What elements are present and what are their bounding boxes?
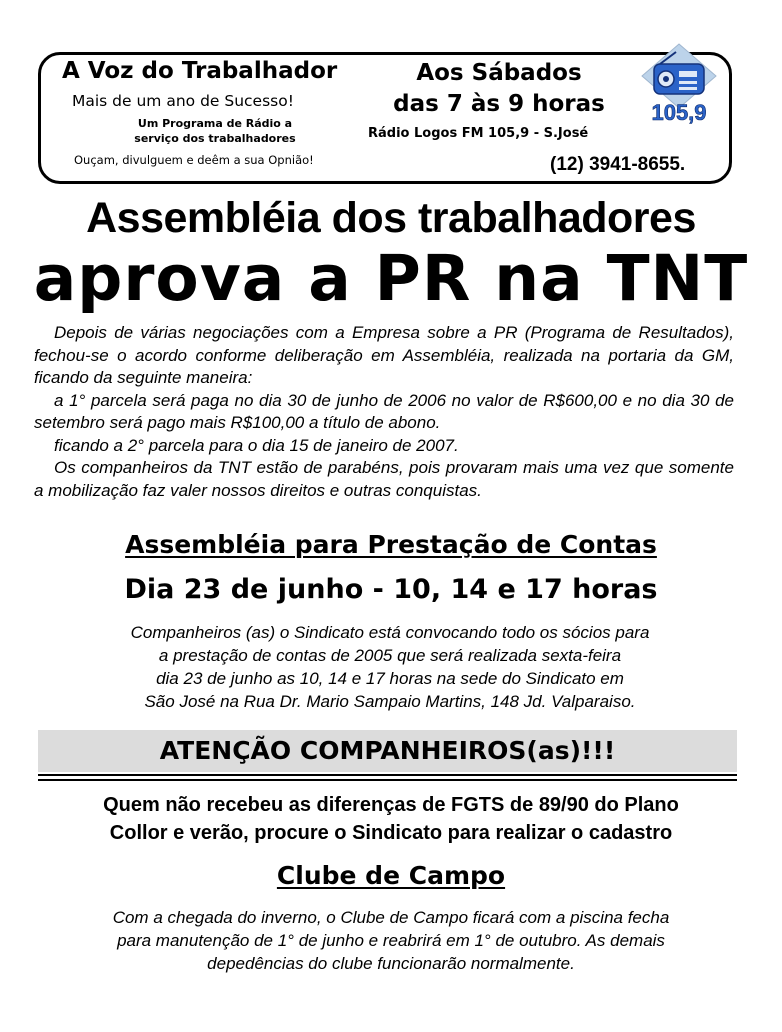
radio-logo [636,40,722,126]
clube-body-line: para manutenção de 1° de junho e reabrirá em 1° de outubro. As demais [117,931,665,950]
pr-article-paragraph: Depois de várias negociações com a Empresa sobre a PR (Programa de Resultados), fechou-se o acordo conforme deliberação em Assembléia, realizada na portaria da GM, ficando da seguinte maneira: [34,323,734,387]
radio-program-hours: das 7 às 9 horas [393,91,605,117]
clube-body [30,906,752,975]
clube-section [0,861,782,890]
clube-body-line: Com a chegada do inverno, o Clube de Campo ficará com a piscina fecha [112,908,670,927]
radio-program-description-line2: serviço dos trabalhadores [134,132,296,145]
radio-program-days: Aos Sábados [416,60,582,86]
contas-body-line: São José na Rua Dr. Mario Sampaio Martins, 148 Jd. Valparaiso. [144,692,636,711]
radio-program-schedule [386,58,612,120]
contas-body [40,621,740,713]
clube-body-line: depedências do clube funcionarão normalmente. [207,954,575,973]
headline-line1: Assembléia dos trabalhadores [86,194,696,242]
fgts-notice-line1: Quem não recebeu as diferenças de FGTS de 89/90 do Plano [103,794,679,816]
radio-phone-number: (12) 3941-8655. [546,154,689,176]
fgts-notice-line2: Collor e verão, procure o Sindicato para realizar o cadastro [109,822,673,844]
pr-article-paragraph: Os companheiros da TNT estão de parabéns, pois provaram mais uma vez que somente a mobilização faz valer nossos direitos e outras conquistas. [34,458,734,500]
attention-banner-divider [38,779,737,781]
radio-program-description [100,116,330,146]
attention-banner-text: ATENÇÃO COMPANHEIROS(as)!!! [159,736,616,765]
clube-title: Clube de Campo [276,861,506,890]
radio-icon [642,44,716,108]
contas-body-line: a prestação de contas de 2005 que será realizada sexta-feira [158,646,622,665]
fgts-notice [20,791,762,847]
radio-station-name: Rádio Logos FM 105,9 - S.José [368,126,589,141]
contas-section [0,530,782,559]
pr-article-paragraph: a 1° parcela será paga no dia 30 de junho de 2006 no valor de R$600,00 e no dia 30 de setembro será pago mais R$100,00 a título de abono. [34,390,734,432]
contas-date: Dia 23 de junho - 10, 14 e 17 horas [124,574,658,605]
radio-program-slogan: Mais de um ano de Sucesso! [72,92,294,110]
contas-body-line: Companheiros (as) o Sindicato está convocando todo os sócios para [130,623,650,642]
radio-program-title: A Voz do Trabalhador [62,58,338,84]
pr-article-paragraph: ficando a 2° parcela para o dia 15 de janeiro de 2007. [54,435,459,455]
headline-line2: aprova a PR na TNT [33,242,749,315]
pr-article [34,322,734,502]
attention-banner-divider [38,774,737,776]
radio-program-share-text: Ouçam, divulguem e deêm a sua Opnião! [74,153,314,167]
radio-program-description-line1: Um Programa de Rádio a [137,117,293,130]
radio-logo-frequency: 105,9 [651,100,707,125]
contas-body-line: dia 23 de junho as 10, 14 e 17 horas na sede do Sindicato em [156,669,624,688]
contas-title: Assembléia para Prestação de Contas [125,530,657,559]
